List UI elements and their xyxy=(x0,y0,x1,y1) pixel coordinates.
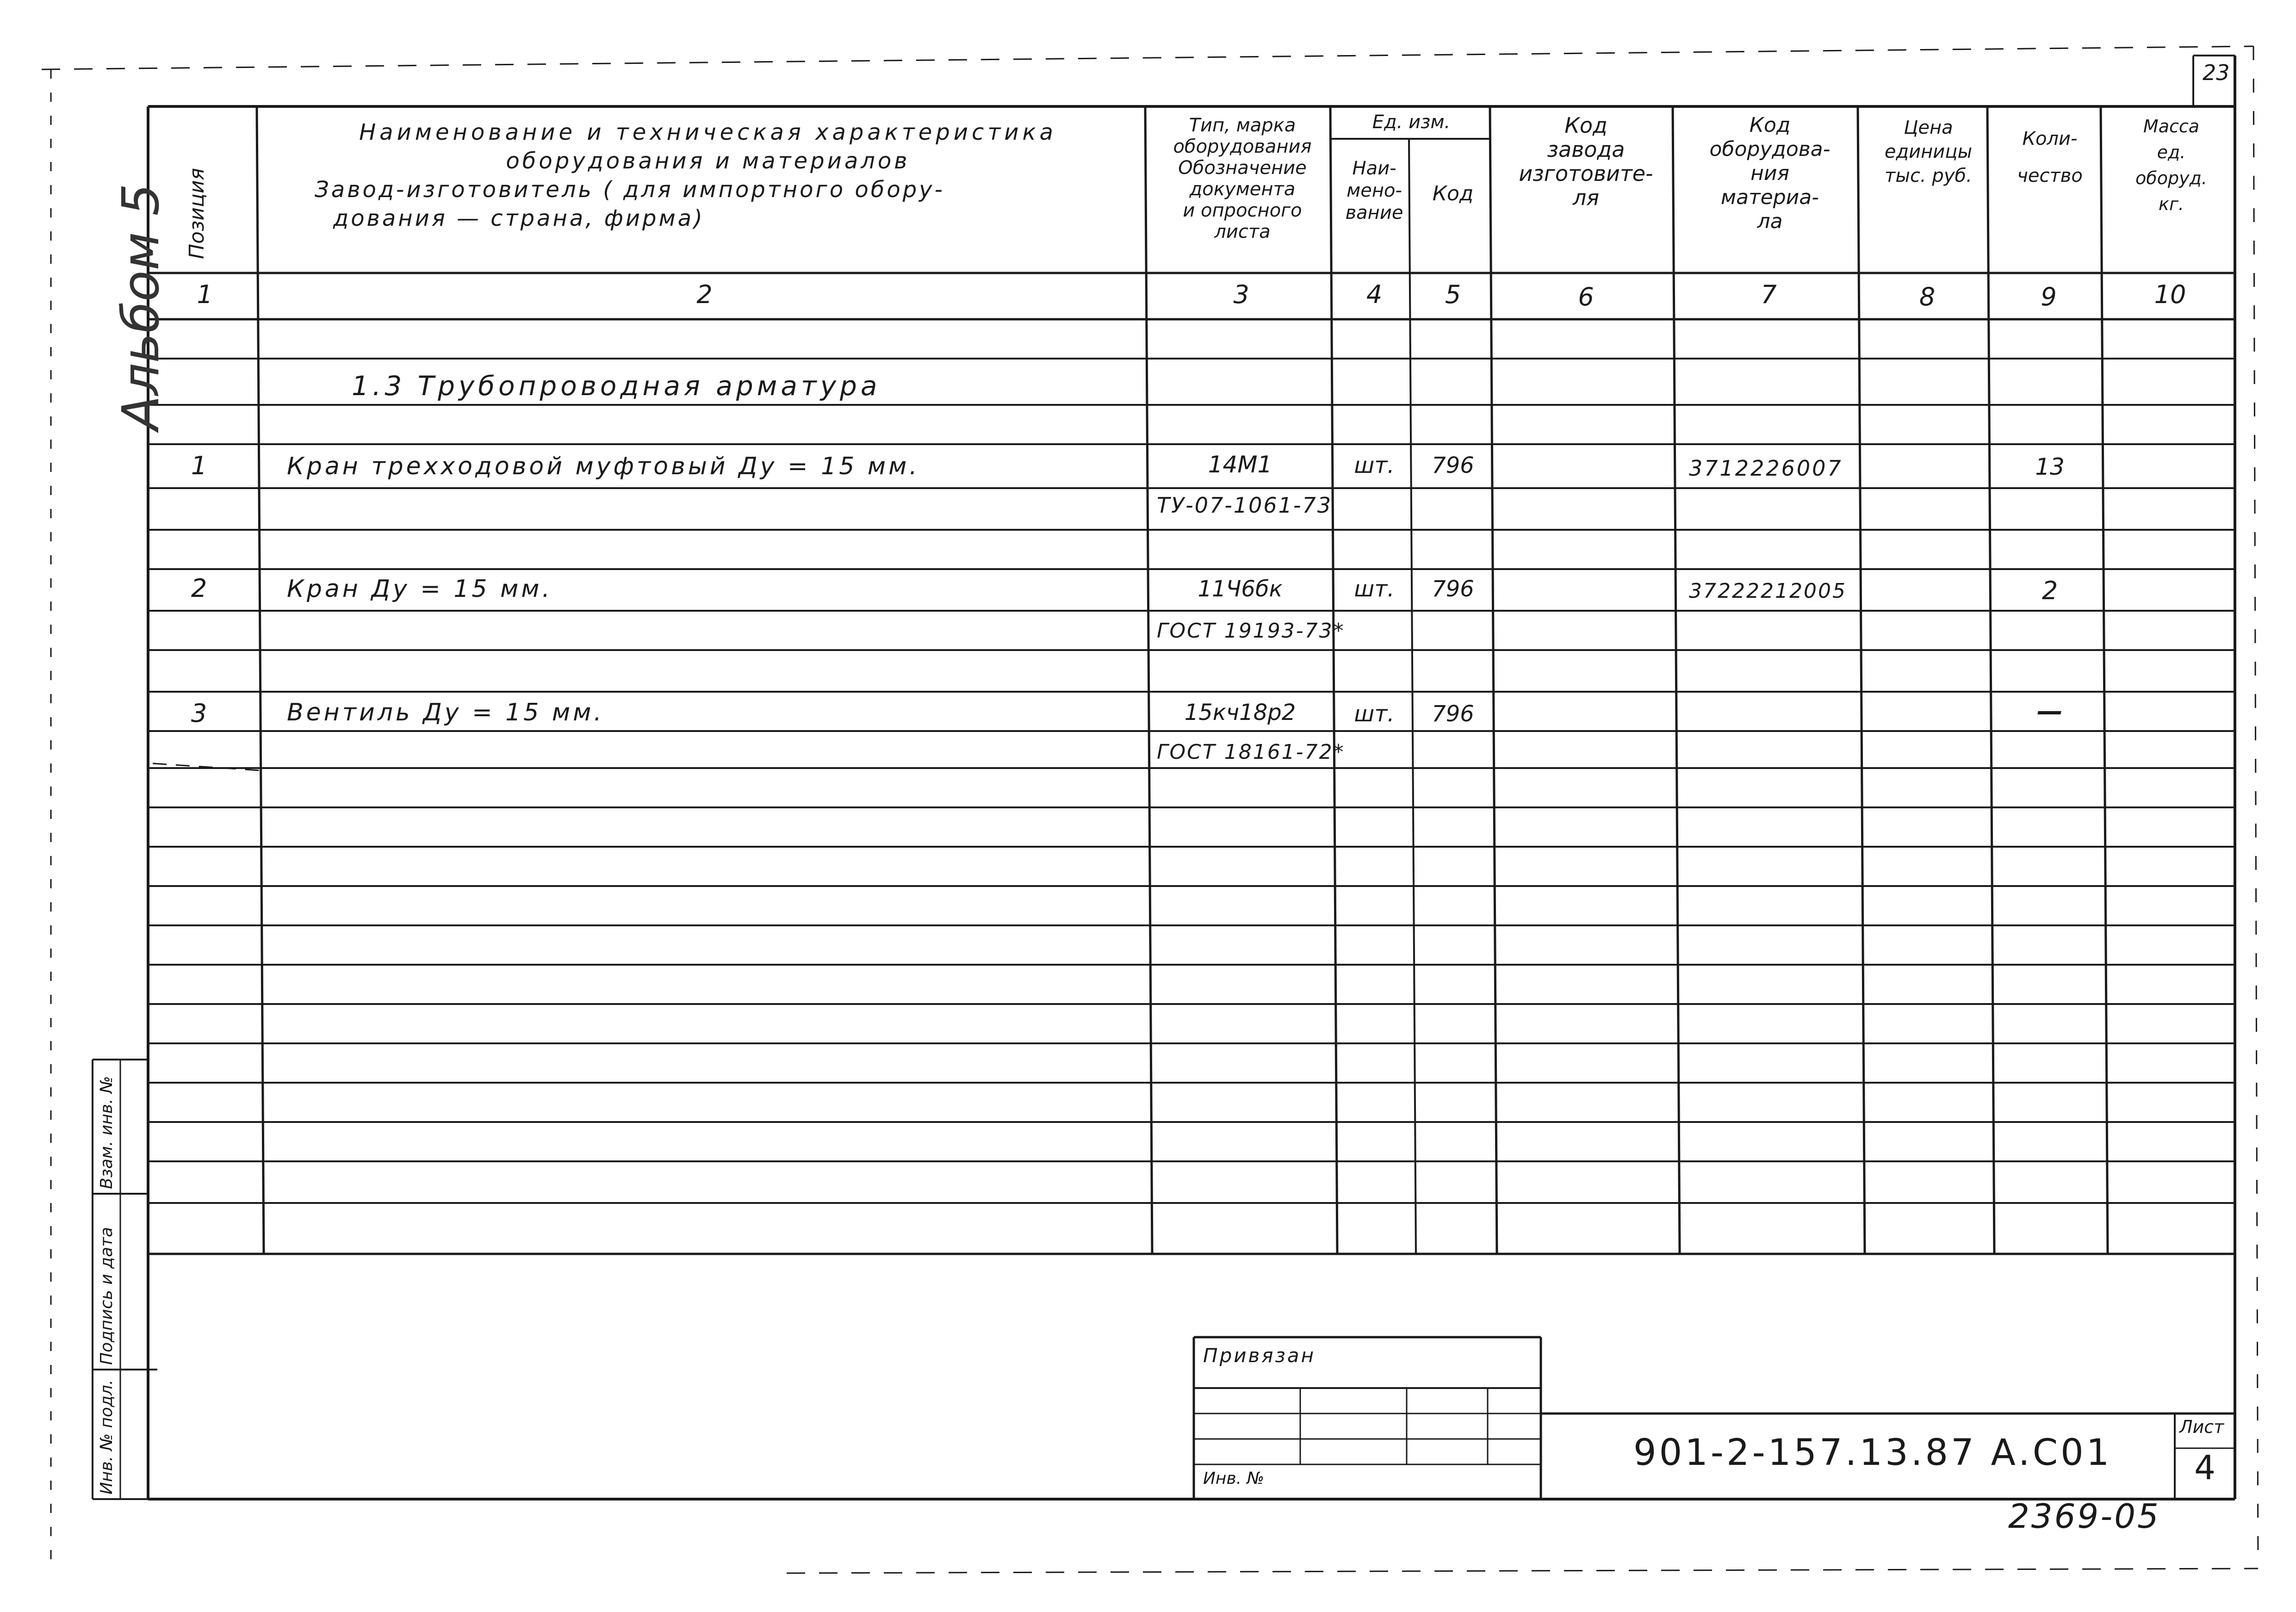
header-price-line: единицы xyxy=(1884,141,1973,162)
row-name: Кран Ду = 15 мм. xyxy=(287,575,553,603)
header-price xyxy=(1865,116,1992,188)
bottom-number: 2369-05 xyxy=(2008,1497,2160,1536)
header-unit: Ед. изм. xyxy=(1372,112,1451,133)
header-name-line3: Завод-изготовитель ( для импортного обору- xyxy=(315,177,945,203)
side-label-inv-no: Инв. № подл. xyxy=(97,1379,116,1494)
header-quantity-line: чество xyxy=(2017,165,2083,186)
header-equip-code-line: Код xyxy=(1749,113,1791,137)
header-name xyxy=(278,118,1138,233)
row-quantity: — xyxy=(2037,696,2063,726)
document-code: 901-2-157.13.87 А.С01 xyxy=(1633,1432,2112,1474)
col-number: 1 xyxy=(197,280,213,309)
header-unit-name-line: Наи- xyxy=(1352,158,1396,179)
header-quantity xyxy=(1994,120,2105,194)
header-position: Позиция xyxy=(185,167,209,259)
row-name: Вентиль Ду = 15 мм. xyxy=(287,699,604,726)
row-equip-code: 37222212005 xyxy=(1689,579,1847,603)
header-type xyxy=(1152,115,1333,242)
header-type-line: документа xyxy=(1189,179,1296,200)
album-label: Альбом 5 xyxy=(111,183,170,430)
header-name-line1: Наименование и техническая характеристика xyxy=(359,119,1057,145)
row-unit: шт. xyxy=(1354,453,1395,478)
header-plant-code xyxy=(1497,113,1675,210)
row-unit: шт. xyxy=(1354,576,1395,602)
row-position: 1 xyxy=(191,451,207,480)
header-type-line: и опросного xyxy=(1183,200,1302,221)
stamp-privyazan: Привязан xyxy=(1203,1344,1316,1367)
col-number: 9 xyxy=(2041,282,2057,311)
header-plant-code-line: изготовите- xyxy=(1519,161,1653,186)
header-equip-code-line: ла xyxy=(1757,210,1783,233)
header-mass-line: ед. xyxy=(2157,142,2186,162)
header-price-line: Цена xyxy=(1904,117,1953,138)
header-equip-code-line: материа- xyxy=(1720,186,1819,209)
row-type: 15кч18р2 xyxy=(1184,700,1296,725)
col-number: 3 xyxy=(1233,280,1249,309)
row-unit-code: 796 xyxy=(1432,701,1474,727)
col-number: 4 xyxy=(1366,280,1383,309)
col-number: 5 xyxy=(1445,280,1461,309)
row-type-doc: ГОСТ 19193-73* xyxy=(1157,619,1345,643)
header-type-line: Тип, марка xyxy=(1189,115,1296,136)
row-type-doc: ГОСТ 18161-72* xyxy=(1157,740,1345,764)
row-position: 2 xyxy=(191,574,207,603)
header-equip-code-line: ния xyxy=(1750,161,1789,185)
row-name: Кран трехходовой муфтовый Ду = 15 мм. xyxy=(287,453,920,480)
row-equip-code: 3712226007 xyxy=(1689,456,1843,481)
sheet-number: 4 xyxy=(2194,1448,2215,1487)
col-number: 10 xyxy=(2154,280,2186,309)
header-equip-code-line: оборудова- xyxy=(1709,137,1831,161)
header-mass-line: Масса xyxy=(2143,116,2200,136)
col-number: 7 xyxy=(1761,280,1777,309)
header-unit-name-line: вание xyxy=(1345,202,1403,223)
header-name-line2: оборудования и материалов xyxy=(506,148,910,174)
row-unit-code: 796 xyxy=(1432,453,1474,478)
header-type-line: оборудования xyxy=(1173,136,1312,157)
header-mass-line: оборуд. xyxy=(2135,168,2207,188)
row-type: 14М1 xyxy=(1208,451,1272,478)
row-unit: шт. xyxy=(1354,701,1395,727)
header-type-line: Обозначение xyxy=(1178,157,1307,179)
col-number: 6 xyxy=(1578,282,1594,311)
row-type: 11Ч6бк xyxy=(1198,576,1283,602)
header-type-line: листа xyxy=(1214,221,1271,242)
row-quantity: 2 xyxy=(2042,576,2058,605)
side-label-signature-date: Подпись и дата xyxy=(97,1227,116,1365)
header-unit-code: Код xyxy=(1432,182,1474,205)
side-label-replaces-inv: Взам. инв. № xyxy=(97,1076,116,1189)
header-mass-line: кг. xyxy=(2159,194,2184,214)
header-plant-code-line: ля xyxy=(1572,185,1600,210)
header-unit-name-line: мено- xyxy=(1347,180,1402,201)
header-plant-code-line: Код xyxy=(1564,113,1607,138)
header-unit-name xyxy=(1337,157,1411,224)
section-title: 1.3 Трубопроводная арматура xyxy=(352,370,881,402)
header-price-line: тыс. руб. xyxy=(1885,165,1972,186)
header-plant-code-line: завода xyxy=(1547,137,1625,162)
col-number: 8 xyxy=(1919,282,1936,311)
corner-page-number: 23 xyxy=(2203,60,2230,85)
row-unit-code: 796 xyxy=(1432,576,1474,602)
col-number: 2 xyxy=(696,280,713,309)
stamp-inv-no: Инв. № xyxy=(1203,1469,1265,1488)
header-mass xyxy=(2108,113,2235,217)
header-quantity-line: Коли- xyxy=(2022,128,2078,149)
row-quantity: 13 xyxy=(2035,453,2065,480)
header-name-line4: дования — страна, фирма) xyxy=(333,205,705,231)
header-equip-code xyxy=(1680,113,1860,234)
row-position: 3 xyxy=(191,699,207,728)
sheet-label: Лист xyxy=(2179,1417,2224,1437)
row-type-doc: ТУ-07-1061-73 xyxy=(1157,493,1333,518)
